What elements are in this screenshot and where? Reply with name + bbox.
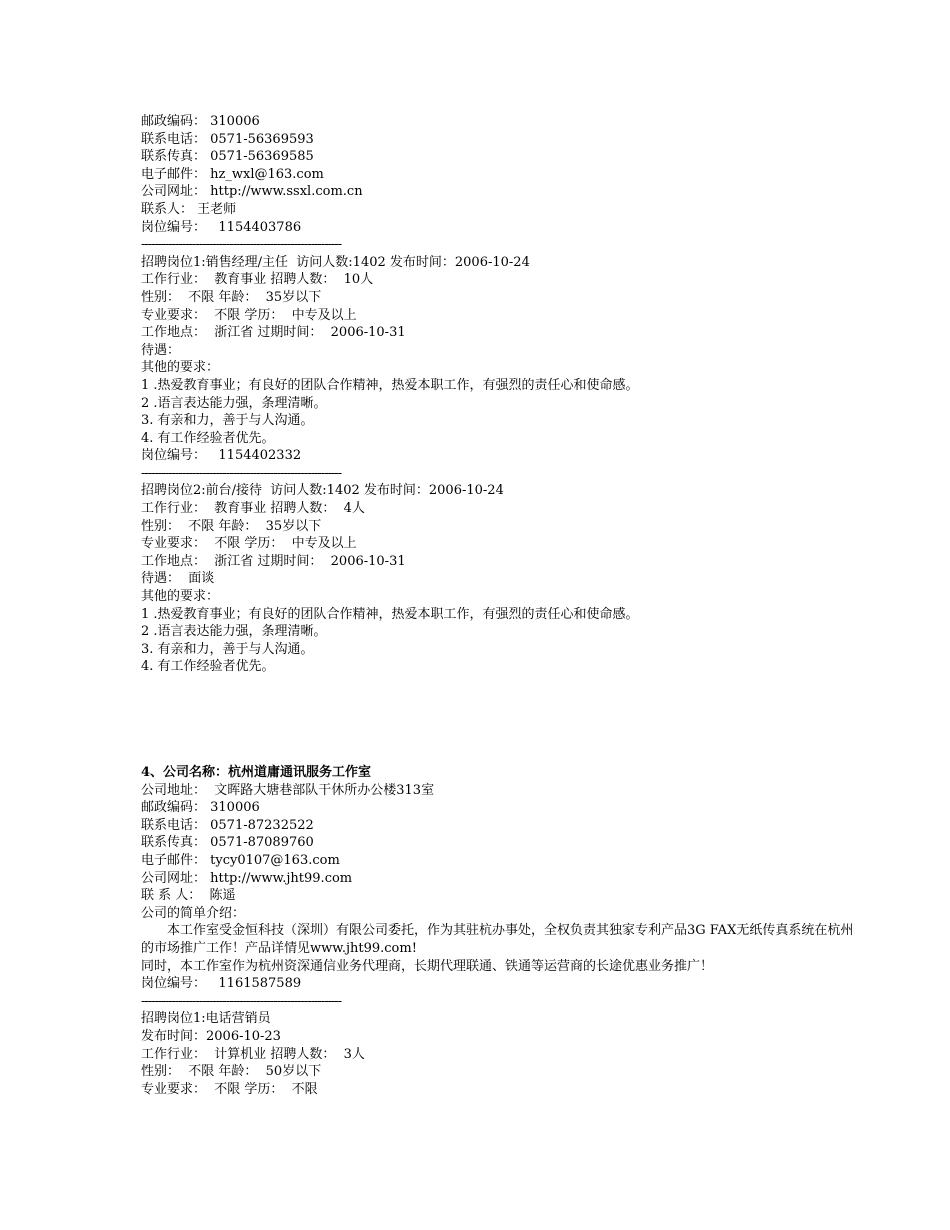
job1-requirement-4: 4. 有工作经验者优先。 (141, 430, 275, 446)
job1-benefits: 待遇： (141, 342, 181, 358)
job3-publish-date: 发布时间：2006-10-23 (141, 1028, 281, 1044)
job2-location-expiry: 工作地点： 浙江省 过期时间： 2006-10-31 (141, 553, 406, 569)
company-fax: 联系传真： 0571-87089760 (141, 835, 314, 851)
job1-requirement-3: 3. 有亲和力，善于与人沟通。 (141, 413, 314, 429)
company-email: 电子邮件： tycy0107@163.com (141, 852, 340, 868)
job2-major-education: 专业要求： 不限 学历： 中专及以上 (141, 536, 357, 552)
job1-requirement-2: 2 .语言表达能力强，条理清晰。 (141, 395, 327, 411)
postal-code-line: 邮政编码： 310006 (141, 114, 260, 129)
job2-requirement-3: 3. 有亲和力，善于与人沟通。 (141, 641, 314, 657)
company-contact: 联 系 人： 陈遥 (141, 888, 236, 904)
job1-title: 招聘岗位1:销售经理/主任 访问人数:1402 发布时间：2006-10-24 (141, 254, 530, 270)
job2-industry: 工作行业： 教育事业 招聘人数： 4人 (141, 501, 365, 517)
job2-title: 招聘岗位2:前台/接待 访问人数:1402 发布时间：2006-10-24 (141, 483, 504, 499)
job1-requirements-title: 其他的要求： (141, 360, 220, 376)
separator-line: ----------------------------------------------------------- (141, 465, 342, 481)
company-name-heading: 4、公司名称：杭州道庸通讯服务工作室 (141, 765, 372, 780)
job3-industry: 工作行业： 计算机业 招聘人数： 3人 (141, 1046, 365, 1062)
website-line: 公司网址： http://www.ssxl.com.cn (141, 184, 363, 200)
job1-gender-age: 性别： 不限 年龄： 35岁以下 (141, 289, 322, 305)
fax-line: 联系传真： 0571-56369585 (141, 149, 314, 165)
company-job-id: 岗位编号： 1161587589 (141, 976, 302, 992)
company-phone: 联系电话： 0571-87232522 (141, 817, 314, 833)
job2-requirement-1: 1 .热爱教育事业；有良好的团队合作精神，热爱本职工作，有强烈的责任心和使命感。 (141, 606, 639, 622)
job1-job-id: 岗位编号： 1154402332 (141, 448, 302, 464)
company-website: 公司网址： http://www.jht99.com (141, 870, 353, 886)
job1-industry: 工作行业： 教育事业 招聘人数： 10人 (141, 272, 374, 288)
company-intro-paragraph-1: 本工作室受金恒科技（深圳）有限公司委托，作为其驻杭办事处，全权负责其独家专利产品3G FAX无纸传真系统在杭州的市场推广工作！产品详情见www.jht99.com! (141, 923, 854, 956)
company-intro-title: 公司的简单介绍： (141, 905, 246, 921)
job1-major-education: 专业要求： 不限 学历： 中专及以上 (141, 307, 357, 323)
job2-requirement-4: 4. 有工作经验者优先。 (141, 659, 275, 675)
job3-title: 招聘岗位1:电话营销员 (141, 1011, 271, 1027)
job-id-line: 岗位编号： 1154403786 (141, 219, 302, 235)
email-line: 电子邮件： hz_wxl@163.com (141, 166, 324, 182)
separator-line: ----------------------------------------------------------- (141, 237, 342, 253)
job2-gender-age: 性别： 不限 年龄： 35岁以下 (141, 518, 322, 534)
contact-line: 联系人： 王老师 (141, 201, 237, 217)
phone-line: 联系电话： 0571-56369593 (141, 131, 314, 147)
job1-location-expiry: 工作地点： 浙江省 过期时间： 2006-10-31 (141, 325, 406, 341)
company-address: 公司地址： 文晖路大塘巷部队干休所办公楼313室 (141, 782, 435, 798)
job1-requirement-1: 1 .热爱教育事业；有良好的团队合作精神，热爱本职工作，有强烈的责任心和使命感。 (141, 377, 639, 393)
section-gap (141, 676, 861, 764)
company-intro-paragraph-2: 同时，本工作室作为杭州资深通信业务代理商，长期代理联通、铁通等运营商的长途优惠业务推广！ (141, 958, 714, 974)
document-page (141, 113, 861, 1098)
company-postal-code: 邮政编码： 310006 (141, 800, 260, 816)
job3-major-education: 专业要求： 不限 学历： 不限 (141, 1081, 318, 1097)
job2-benefits: 待遇： 面谈 (141, 571, 215, 587)
separator-line: ----------------------------------------------------------- (141, 993, 342, 1009)
job3-gender-age: 性别： 不限 年龄： 50岁以下 (141, 1064, 322, 1080)
job2-requirements-title: 其他的要求： (141, 589, 220, 605)
job2-requirement-2: 2 .语言表达能力强，条理清晰。 (141, 624, 327, 640)
